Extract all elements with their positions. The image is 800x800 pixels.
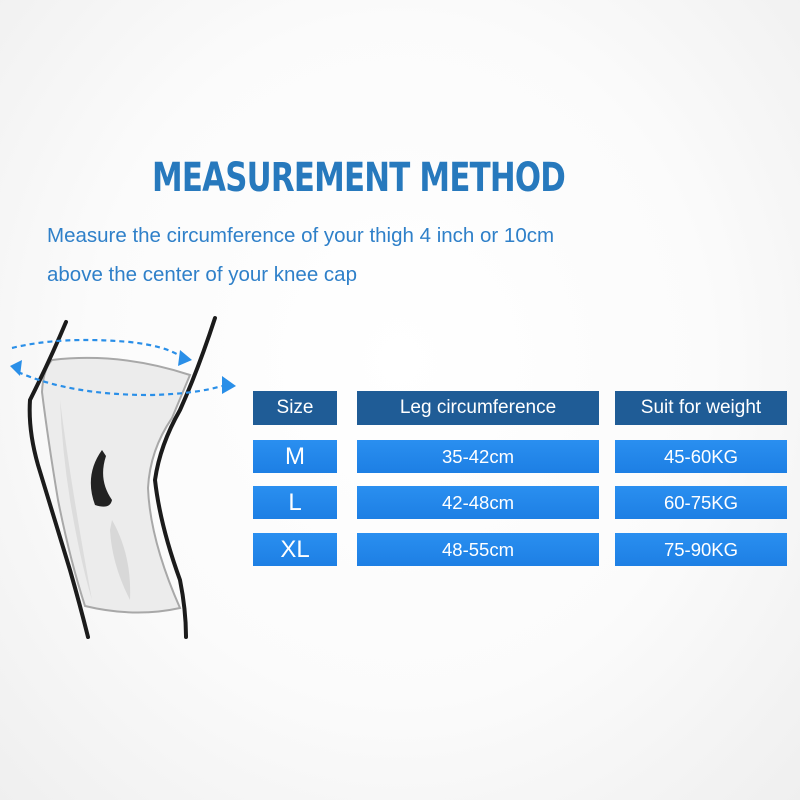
weight-l: 60-75KG: [615, 486, 787, 519]
knee-sleeve-illustration: [0, 300, 250, 645]
header-size: Size: [253, 391, 337, 425]
instruction-line-1: Measure the circumference of your thigh 4 inch or 10cm: [47, 224, 555, 247]
size-m: M: [253, 440, 337, 473]
page-title: MEASUREMENT METHOD: [152, 155, 566, 201]
weight-m: 45-60KG: [615, 440, 787, 473]
sleeve-body: [42, 358, 190, 613]
circumference-l: 42-48cm: [357, 486, 599, 519]
size-l: L: [253, 486, 337, 519]
instruction-line-2: above the center of your knee cap: [47, 263, 357, 286]
header-leg-circumference: Leg circumference: [357, 391, 599, 425]
weight-xl: 75-90KG: [615, 533, 787, 566]
header-suit-for-weight: Suit for weight: [615, 391, 787, 425]
circumference-xl: 48-55cm: [357, 533, 599, 566]
size-xl: XL: [253, 533, 337, 566]
circumference-m: 35-42cm: [357, 440, 599, 473]
